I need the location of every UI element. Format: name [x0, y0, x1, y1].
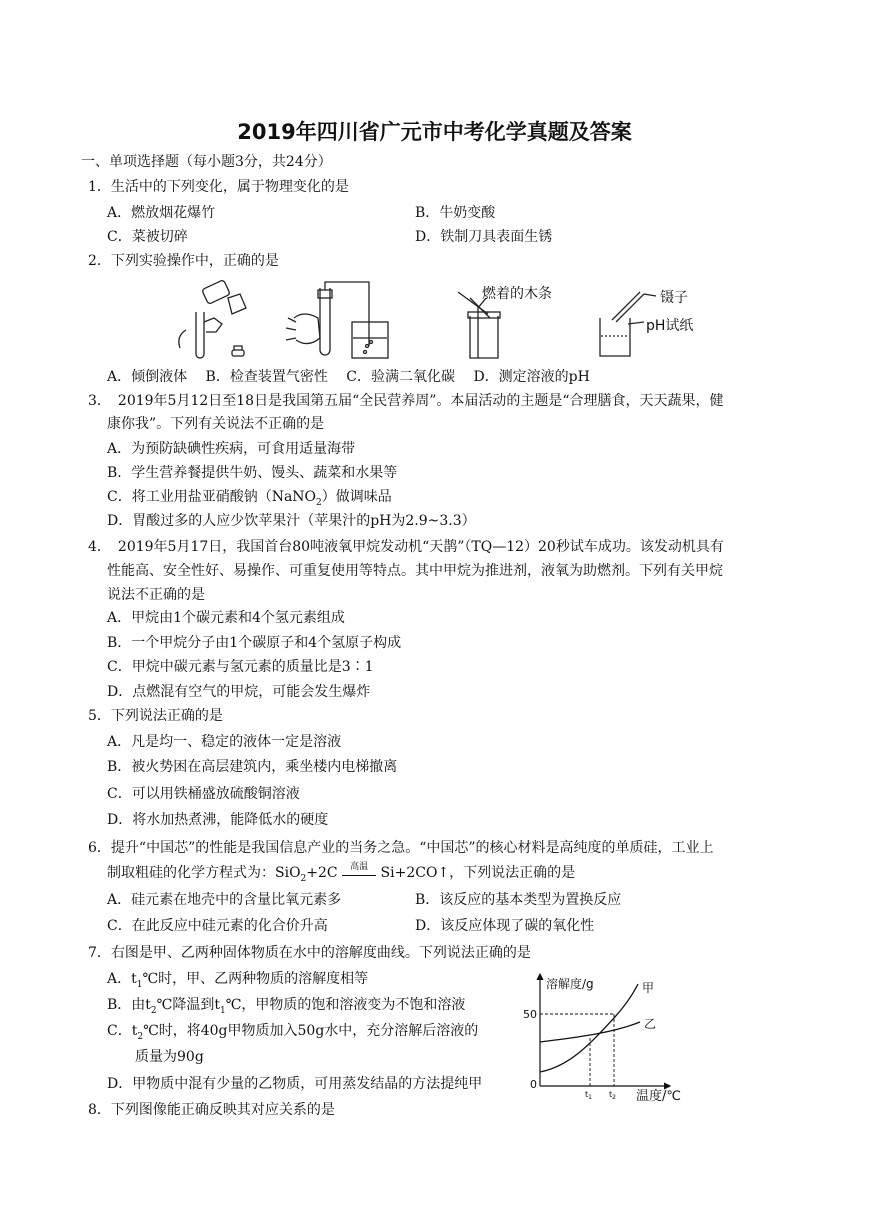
y-tick-50: 50: [523, 1008, 537, 1021]
ph-paper-label: pH试纸: [646, 318, 694, 334]
q1-option-a: A．燃放烟花爆竹: [107, 205, 216, 221]
q7-option-c: C．$t_2℃$时，将40g甲物质加入50g水中，充分溶解后溶液的: [107, 1023, 479, 1042]
q4-option-b: B．一个甲烷分子由1个碳原子和4个氢原子构成: [107, 635, 402, 651]
q1-option-c: C．菜被切碎: [107, 229, 188, 245]
q7-stem: 7．右图是甲、乙两种固体物质在水中的溶解度曲线。下列说法正确的是: [88, 945, 531, 961]
q3-option-c: C．将工业用盐亚硝酸钠（NaNO$_2$）做调味品: [107, 489, 392, 508]
q1-option-d: D．铁制刀具表面生锈: [415, 229, 553, 245]
q2-stem: 2．下列实验操作中，正确的是: [88, 253, 279, 269]
page-title: 2019年四川省广元市中考化学真题及答案: [237, 120, 632, 144]
y-axis-label: 溶解度/g: [546, 977, 594, 991]
q6-option-a: A．硅元素在地壳中的含量比氧元素多: [107, 892, 342, 908]
q4-option-a: A．甲烷由1个碳元素和4个氢元素组成: [107, 610, 345, 626]
q4-line1: 4． 2019年5月17日，我国首台80吨液氧甲烷发动机“天鹊”（TQ—12）20秒试车成功。该发动机具有: [88, 539, 724, 555]
x-tick-t1: $t_1$: [585, 1090, 592, 1101]
q2-figure: [160, 278, 720, 366]
x-axis-label: 温度/℃: [636, 1089, 681, 1104]
burning-stick-label: 燃着的木条: [482, 286, 552, 302]
q7-option-c-line2: 质量为90g: [135, 1049, 204, 1065]
q7-option-d: D．甲物质中混有少量的乙物质，可用蒸发结晶的方法提纯甲: [107, 1076, 483, 1092]
series-label-yi: 乙: [644, 1017, 657, 1031]
section-heading: 一、单项选择题（每小题3分，共24分）: [81, 154, 332, 170]
x-tick-t2: $t_2$: [609, 1090, 616, 1101]
q6-line2: 制取粗硅的化学方程式为：SiO$_2$+2C 高温 Si+2CO↑，下列说法正确的是: [107, 862, 576, 884]
q4-line3: 说法不正确的是: [107, 587, 205, 603]
series-label-jia: 甲: [642, 981, 655, 995]
q6-option-b: B．该反应的基本类型为置换反应: [415, 892, 622, 908]
q5-option-b: B．被火势困在高层建筑内，乘坐楼内电梯撤离: [107, 759, 398, 775]
q8-stem: 8．下列图像能正确反映其对应关系的是: [88, 1102, 335, 1118]
q7-option-a: A．$t_1℃$时，甲、乙两种物质的溶解度相等: [107, 971, 369, 990]
q6-line1: 6．提升“中国芯”的性能是我国信息产业的当务之急。“中国芯”的核心材料是高纯度的单质硅，工业上: [88, 840, 714, 856]
q1-option-b: B．牛奶变酸: [415, 205, 496, 221]
q4-line2: 性能高、安全性好、易操作、可重复使用等特点。其中甲烷为推进剂，液氧为助燃剂。下列有关甲烷: [107, 563, 723, 579]
q3-line2: 康你我”。下列有关说法不正确的是: [107, 416, 325, 432]
q5-option-d: D．将水加热煮沸，能降低水的硬度: [107, 812, 329, 828]
q5-stem: 5．下列说法正确的是: [88, 708, 223, 724]
reaction-condition: 高温: [342, 863, 376, 876]
origin-label: 0: [530, 1078, 537, 1091]
q4-option-d: D．点燃混有空气的甲烷，可能会发生爆炸: [107, 684, 371, 700]
q2-options: A．倾倒液体 B．检查装置气密性 C．验满二氧化碳 D．测定溶液的pH: [107, 369, 590, 385]
q7-option-b: B．由$t_2℃$降温到$t_1℃$，甲物质的饱和溶液变为不饱和溶液: [107, 997, 466, 1016]
tweezers-label: 镊子: [660, 290, 688, 306]
q3-option-a: A．为预防缺碘性疾病，可食用适量海带: [107, 441, 356, 457]
q6-option-c: C．在此反应中硅元素的化合价升高: [107, 918, 328, 934]
q5-option-a: A．凡是均一、稳定的液体一定是溶液: [107, 734, 342, 750]
q1-stem: 1．生活中的下列变化，属于物理变化的是: [88, 179, 349, 195]
q3-line1: 3． 2019年5月12日至18日是我国第五届“全民营养周”。本届活动的主题是“合理膳食，天天蔬果，健: [88, 393, 724, 409]
pouring-liquid-icon: [179, 280, 246, 358]
solubility-chart: [520, 966, 700, 1106]
airtightness-check-icon: [286, 282, 388, 358]
q4-option-c: C．甲烷中碳元素与氢元素的质量比是3∶1: [107, 659, 374, 675]
q5-option-c: C．可以用铁桶盛放硫酸铜溶液: [107, 786, 300, 802]
q3-option-d: D．胃酸过多的人应少饮苹果汁（苹果汁的pH为2.9~3.3）: [107, 513, 476, 529]
q6-option-d: D．该反应体现了碳的氧化性: [415, 918, 595, 934]
q3-option-b: B．学生营养餐提供牛奶、馒头、蔬菜和水果等: [107, 465, 398, 481]
